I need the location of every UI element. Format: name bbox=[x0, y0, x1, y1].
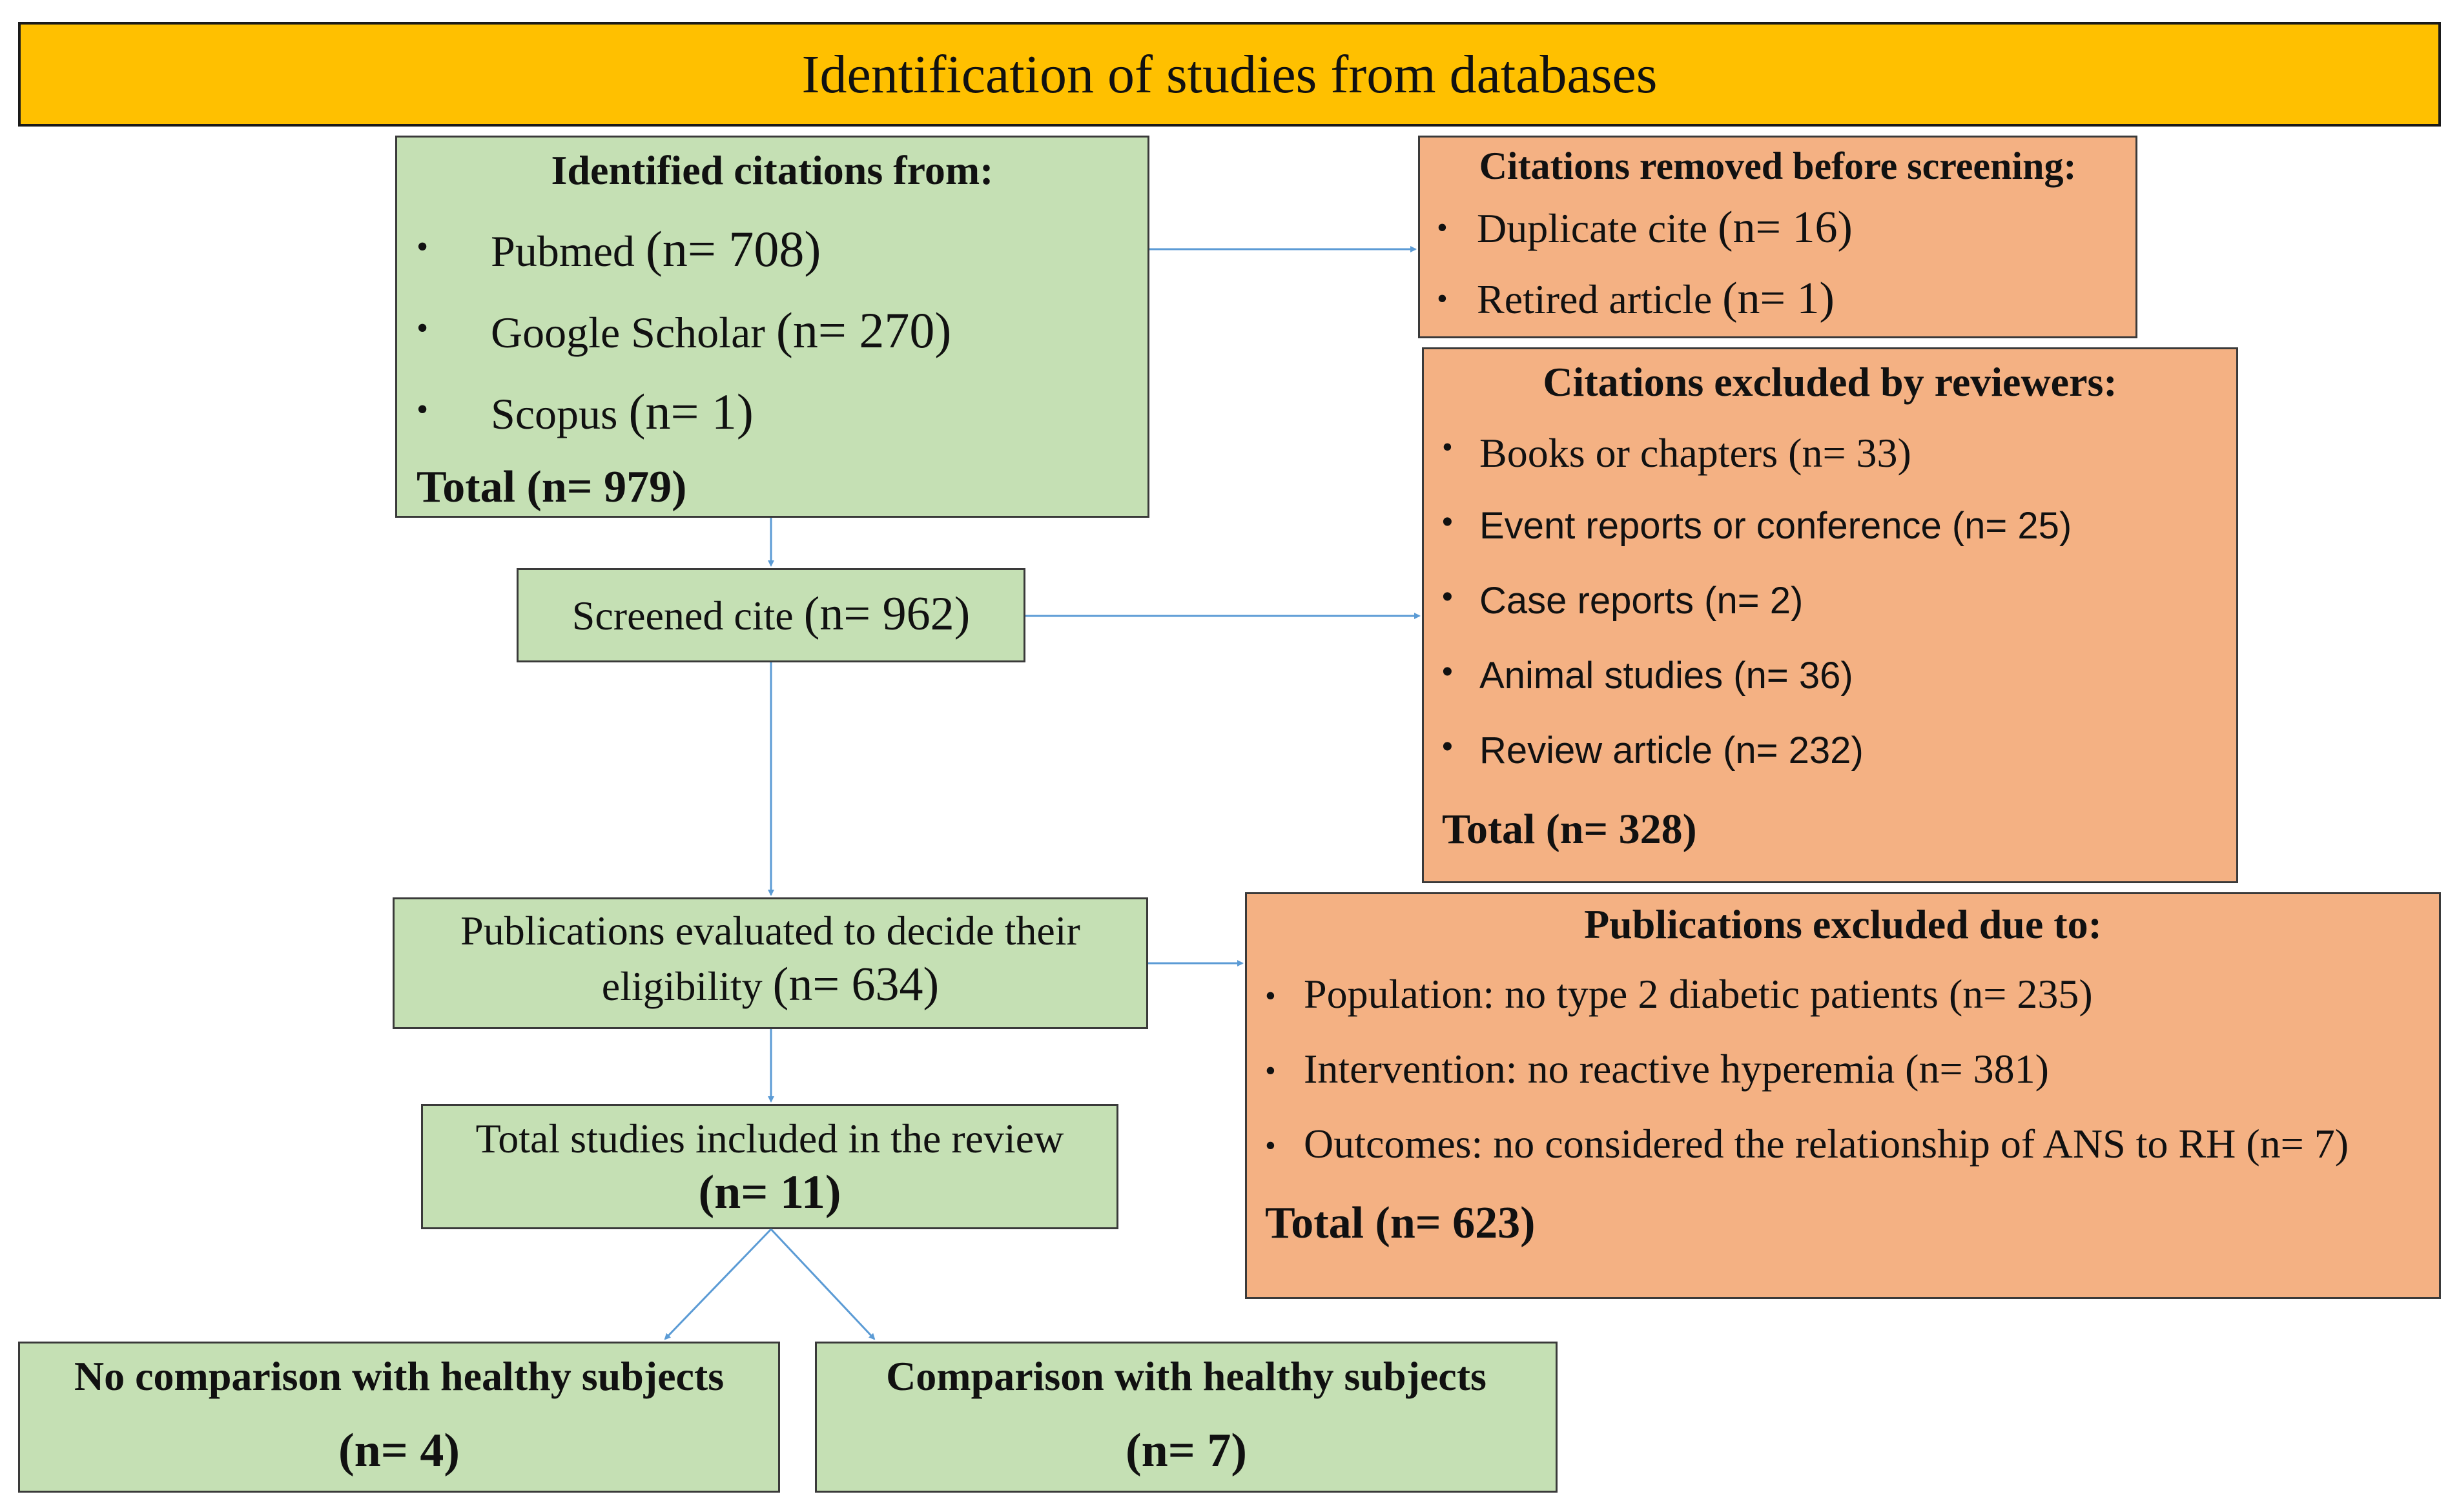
source-count: (n= 1) bbox=[628, 383, 754, 440]
removed-label: Duplicate cite bbox=[1477, 205, 1708, 251]
bullet-icon: • bbox=[1442, 655, 1453, 689]
evaluated-line-1: Publications evaluated to decide their bbox=[460, 908, 1080, 954]
source-count: (n= 708) bbox=[645, 221, 821, 277]
source-label: Pubmed bbox=[491, 227, 635, 276]
included-line-1: Total studies included in the review bbox=[475, 1116, 1064, 1161]
exclusion-label: Population: no type 2 diabetic patients bbox=[1304, 971, 1939, 1017]
identified-total: Total (n= 979) bbox=[417, 462, 687, 512]
bullet-icon: • bbox=[1265, 1129, 1276, 1163]
bullet-icon: • bbox=[417, 310, 429, 347]
excluded-reviewers-item: Books or chapters (n= 33) bbox=[1479, 430, 1911, 476]
screened-count: (n= 962) bbox=[803, 587, 971, 640]
excluded-reviewers-total: Total (n= 328) bbox=[1442, 806, 1697, 853]
screened-label: Screened cite bbox=[571, 593, 794, 639]
excluded-reviewers-item: Event reports or conference (n= 25) bbox=[1479, 505, 2072, 547]
bullet-icon: • bbox=[1265, 979, 1276, 1013]
exclusion-count: (n= 235) bbox=[1948, 971, 2093, 1017]
evaluated-count: (n= 634) bbox=[772, 958, 940, 1011]
no-comparison-count: (n= 4) bbox=[338, 1424, 460, 1477]
removed-title: Citations removed before screening: bbox=[1479, 145, 2077, 187]
bullet-icon: • bbox=[1437, 281, 1448, 316]
exclusion-count: (n= 7) bbox=[2246, 1121, 2349, 1167]
bullet-icon: • bbox=[1437, 210, 1448, 245]
source-label: Scopus bbox=[491, 389, 618, 438]
excluded-due-total: Total (n= 623) bbox=[1265, 1198, 1536, 1248]
exclusion-count: (n= 381) bbox=[1905, 1046, 2049, 1092]
bullet-icon: • bbox=[1265, 1054, 1276, 1088]
bullet-icon: • bbox=[1442, 505, 1453, 539]
exclusion-label: Outcomes: no considered the relationship of ANS to RH bbox=[1304, 1121, 2236, 1167]
excluded-reviewers-item: Review article (n= 232) bbox=[1479, 730, 1864, 771]
arrow-included-to-no-comparison bbox=[665, 1229, 771, 1339]
header-title: Identification of studies from databases bbox=[801, 44, 1658, 105]
comparison-title: Comparison with healthy subjects bbox=[886, 1353, 1487, 1399]
bullet-icon: • bbox=[417, 391, 429, 428]
excluded-due-title: Publications excluded due to: bbox=[1584, 901, 2102, 947]
no-comparison-title: No comparison with healthy subjects bbox=[74, 1353, 725, 1399]
removed-count: (n= 16) bbox=[1718, 203, 1853, 252]
evaluated-label: eligibility bbox=[601, 963, 763, 1009]
bullet-icon: • bbox=[1442, 430, 1453, 464]
included-count: (n= 11) bbox=[698, 1166, 841, 1219]
identified-title: Identified citations from: bbox=[551, 147, 994, 193]
bullet-icon: • bbox=[1442, 730, 1453, 764]
comparison-count: (n= 7) bbox=[1125, 1424, 1248, 1477]
source-label: Google Scholar bbox=[491, 308, 765, 357]
arrow-included-to-comparison bbox=[771, 1229, 874, 1339]
removed-count: (n= 1) bbox=[1722, 274, 1835, 323]
bullet-icon: • bbox=[1442, 580, 1453, 614]
exclusion-label: Intervention: no reactive hyperemia bbox=[1304, 1046, 1895, 1092]
bullet-icon: • bbox=[417, 229, 429, 265]
source-count: (n= 270) bbox=[776, 302, 952, 358]
excluded-reviewers-item: Animal studies (n= 36) bbox=[1479, 655, 1853, 697]
excluded-reviewers-title: Citations excluded by reviewers: bbox=[1543, 359, 2117, 405]
excluded-reviewers-item: Case reports (n= 2) bbox=[1479, 580, 1804, 622]
removed-label: Retired article bbox=[1477, 276, 1713, 322]
